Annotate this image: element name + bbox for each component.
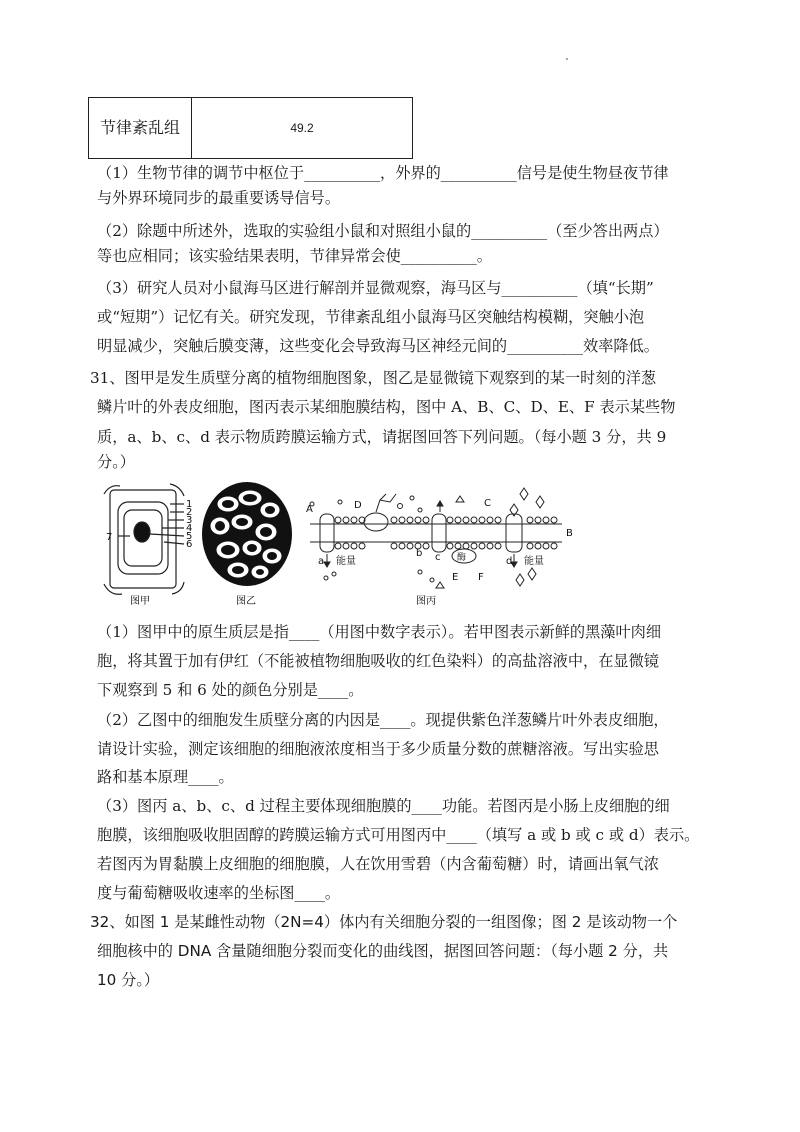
label-B: B <box>566 528 573 539</box>
q31-3-line2: 胞膜，该细胞吸收胆固醇的跨膜运输方式可用图丙中____（填写 a 或 b 或 c 或 d）表示。 <box>97 826 700 844</box>
figure-svg <box>100 474 680 610</box>
caption-jia: 图甲 <box>130 596 150 607</box>
label-d: d <box>506 556 513 567</box>
figure-cells <box>100 474 680 610</box>
fig-bing-molecules <box>310 488 544 588</box>
q31-1-line2: 胞，将其置于加有伊红（不能被植物细胞吸收的红色染料）的高盐溶液中，在显微镜 <box>97 652 659 670</box>
fig-jia-cell <box>104 484 184 594</box>
q31-stem-line3: 质，a、b、c、d 表示物质跨膜运输方式，请据图回答下列问题。（每小题 3 分，共 9 <box>97 428 667 446</box>
caption-yi: 图乙 <box>236 596 256 607</box>
fig-yi-microscope <box>202 482 292 586</box>
q31-stem-line1: 31、图甲是发生质壁分离的植物细胞图象，图乙是显微镜下观察到的某一时刻的洋葱 <box>90 369 657 387</box>
q30-3-line2: 或“短期”）记忆有关。研究发现，节律紊乱组小鼠海马区突触结构模糊，突触小泡 <box>97 308 645 326</box>
table-row <box>89 98 413 159</box>
label-C: C <box>484 498 491 509</box>
label-enzyme: 酶 <box>457 553 467 563</box>
label-F: F <box>478 572 484 583</box>
label-E: E <box>452 572 459 583</box>
q32-stem-line1: 32、如图 1 是某雌性动物（2N=4）体内有关细胞分裂的一组图像；图 2 是该动物一个 <box>90 913 678 931</box>
q31-2-line3: 路和基本原理____。 <box>97 768 234 786</box>
label-a: a <box>318 556 325 567</box>
label-6: 6 <box>186 539 193 550</box>
q31-stem-line2: 鳞片叶的外表皮细胞，图丙表示某细胞膜结构，图中 A、B、C、D、E、F 表示某些物 <box>97 398 676 416</box>
label-energy-a: 能量 <box>336 556 356 567</box>
q31-1-line3: 下观察到 5 和 6 处的颜色分别是____。 <box>97 681 364 699</box>
label-D: D <box>354 500 362 511</box>
table-row-value: 49.2 <box>192 98 413 159</box>
label-4: 4 <box>186 523 193 534</box>
q32-stem-line3: 10 分。） <box>97 971 160 989</box>
label-A: A <box>306 504 313 515</box>
label-3: 3 <box>186 515 193 526</box>
q32-stem-line2: 细胞核中的 DNA 含量随细胞分裂而变化的曲线图，据图回答问题：（每小题 2 分，共 <box>97 942 669 960</box>
label-5: 5 <box>186 531 193 542</box>
q30-3-line3: 明显减少，突触后膜变薄，这些变化会导致海马区神经元间的__________效率降低。 <box>97 337 659 355</box>
q31-2-line2: 请设计实验，测定该细胞的细胞液浓度相当于多少质量分数的蔗糖溶液。写出实验思 <box>97 740 659 758</box>
q31-2-line1: （2）乙图中的细胞发生质壁分离的内因是____。现提供紫色洋葱鳞片叶外表皮细胞， <box>97 711 669 729</box>
q31-3-line3: 若图丙为胃黏膜上皮细胞的细胞膜，人在饮用雪碧（内含葡萄糖）时，请画出氧气浓 <box>97 855 659 873</box>
q30-3-line1: （3）研究人员对小鼠海马区进行解剖并显微观察，海马区与__________（填“长期” <box>97 279 654 297</box>
label-b: b <box>416 548 423 559</box>
q31-1-line1: （1）图甲中的原生质层是指____（用图中数字表示）。若甲图表示新鲜的黑藻叶肉细 <box>97 623 662 641</box>
scan-dot <box>566 58 568 60</box>
q31-stem-line4: 分。） <box>97 453 135 471</box>
q30-2-line1: （2）除题中所述外，选取的实验组小鼠和对照组小鼠的__________（至少答出两点） <box>97 222 669 240</box>
q30-1-line2: 与外界环境同步的最重要诱导信号。 <box>97 189 340 207</box>
label-2: 2 <box>186 507 193 518</box>
label-c: c <box>435 552 441 563</box>
caption-bing: 图丙 <box>416 596 436 607</box>
label-1: 1 <box>186 499 193 510</box>
label-energy-d: 能量 <box>524 556 544 567</box>
table-row-label: 节律紊乱组 <box>89 98 192 159</box>
q30-2-line2: 等也应相同；该实验结果表明，节律异常会使__________。 <box>97 247 492 265</box>
data-table <box>88 97 413 159</box>
q31-3-line4: 度与葡萄糖吸收速率的坐标图____。 <box>97 884 340 902</box>
q31-3-line1: （3）图丙 a、b、c、d 过程主要体现细胞膜的____功能。若图丙是小肠上皮细胞的细 <box>97 797 670 815</box>
q30-1-line1: （1）生物节律的调节中枢位于__________，外界的__________信号是使生物昼夜节律 <box>97 164 669 182</box>
label-7: 7 <box>106 532 113 543</box>
